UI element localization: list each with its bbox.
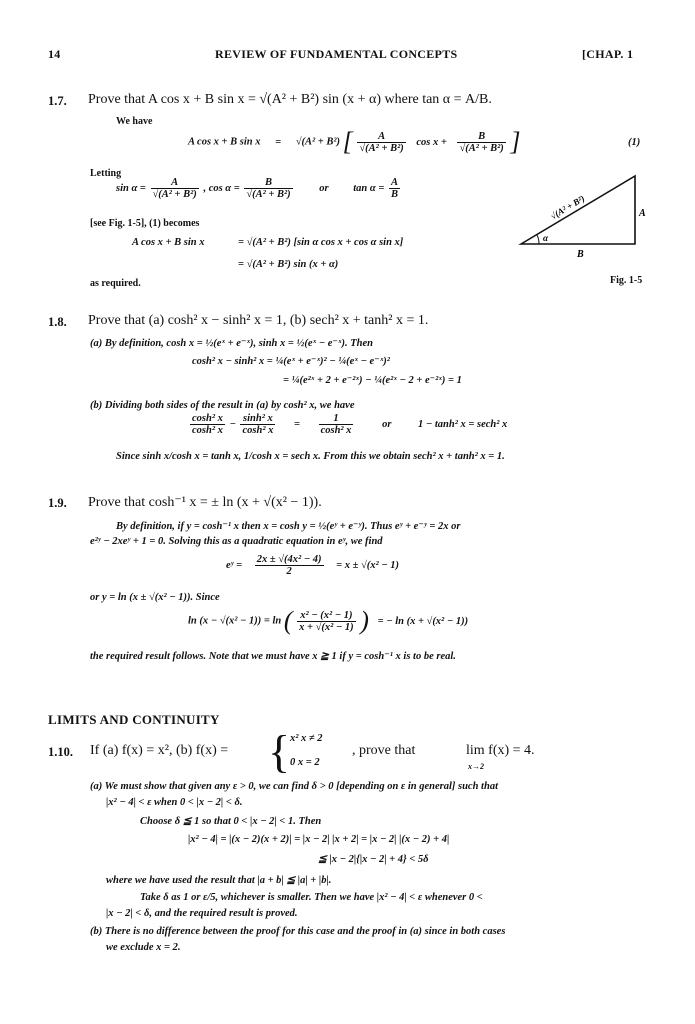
p18-b-equation (188, 413, 507, 436)
problem-statement-1-7: Prove that A cos x + B sin x = √(A² + B²) sin (x + α) where tan α = A/B. (88, 92, 492, 107)
cos-num: B (244, 177, 292, 189)
p110-take1: Take δ as 1 or ε/5, whichever is smaller. Then we have |x² − 4| < ε whenever 0 < (140, 892, 483, 903)
eq1-cos-term: cos x + (416, 136, 447, 148)
b-result: 1 − tanh² x = sech² x (418, 419, 508, 430)
tan-num: A (390, 177, 398, 188)
problem-statement-1-9: Prove that cosh⁻¹ x = ± ln (x + √(x² − 1)). (88, 495, 322, 510)
p110-ineq2: ≦ |x − 2|{|x − 2| + 4} < 5δ (318, 854, 429, 865)
alpha-definitions (116, 177, 402, 200)
p18-since-line: Since sinh x/cosh x = tanh x, 1/cosh x = sech x. From this we obtain sech² x + tanh² x = 1. (116, 451, 505, 462)
equation-1 (188, 127, 521, 157)
b-frac1-num: cosh² x (192, 413, 223, 424)
ey-label: eʸ = (226, 560, 243, 571)
p18-a-intro: (a) By definition, cosh x = ½(eˣ + e⁻ˣ), sinh x = ½(eˣ − e⁻ˣ). Then (90, 338, 373, 349)
b-equals: = (293, 419, 300, 430)
equation-tag-1: (1) (628, 137, 641, 148)
fig-side-a-label: A (639, 208, 646, 219)
right-bracket: ] (510, 127, 521, 156)
eq1-frac-b-den: √(A² + B²) (459, 142, 504, 154)
p110-a-line1: (a) We must show that given any ε > 0, we can find δ > 0 [depending on ε in general] such that (90, 781, 498, 792)
p110-prove-text: , prove that (352, 743, 416, 758)
figure-caption: Fig. 1-5 (610, 275, 643, 286)
letting-text: Letting (90, 168, 122, 179)
eq1-equals: = (275, 136, 282, 148)
chapter-label: [CHAP. 1 (582, 47, 634, 61)
b-frac2-den: cosh² x (242, 425, 274, 436)
p110-a-line2: |x² − 4| < ε when 0 < |x − 2| < δ. (106, 797, 243, 808)
b-frac-3 (319, 413, 354, 436)
tan-alpha-label: tan α = (353, 183, 385, 194)
p110-b-line1: (b) There is no difference between the proof for this case and the proof in (a) since in both cases (90, 926, 506, 937)
p19-ey-equation (226, 554, 399, 577)
eq3-rhs: = √(A² + B²) sin (x + α) (238, 259, 339, 270)
b-frac3-den: cosh² x (320, 425, 352, 436)
eq2-rhs: = √(A² + B²) [sin α cos x + cos α sin x] (238, 237, 404, 248)
sin-num: A (151, 177, 199, 189)
problem-number-1-10: 1.10. (48, 745, 73, 759)
b-or: or (382, 419, 392, 430)
p19-conclusion: the required result follows. Note that we must have x ≧ 1 if y = cosh⁻¹ x is to be real. (90, 651, 456, 662)
p19-or-line: or y = ln (x ± √(x² − 1)). Since (90, 592, 220, 603)
problem-number-1-8: 1.8. (48, 315, 67, 329)
we-have-text: We have (116, 116, 153, 127)
eq1-frac-b-num: B (457, 131, 505, 143)
sin-alpha-label: sin α = (116, 183, 146, 194)
p18-a-line2: = ¼(e²ˣ + 2 + e⁻²ˣ) − ¼(e²ˣ − 2 + e⁻²ˣ) = 1 (283, 375, 462, 386)
left-paren: ( (283, 606, 293, 635)
running-title: REVIEW OF FUNDAMENTAL CONCEPTS (215, 47, 458, 61)
section-heading: LIMITS AND CONTINUITY (48, 712, 220, 727)
piecewise-brace: { (268, 726, 291, 777)
angle-arc (537, 235, 539, 244)
p110-choose: Choose δ ≦ 1 so that 0 < |x − 2| < 1. Then (140, 816, 322, 827)
eq1-root: √(A² + B²) (295, 136, 341, 148)
or-text: or (319, 183, 329, 194)
fig-hypotenuse-label: √(A² + B²) (548, 193, 587, 222)
p110-if-text: If (a) f(x) = x², (b) f(x) = (90, 743, 229, 758)
ey-rhs: = x ± √(x² − 1) (336, 560, 400, 571)
right-paren: ) (360, 606, 369, 635)
eq1-frac-a-den: √(A² + B²) (359, 142, 404, 154)
b-frac1-den: cosh² x (192, 425, 223, 436)
left-bracket: [ (342, 127, 353, 156)
p19-line1: By definition, if y = cosh⁻¹ x then x = cosh y = ½(eʸ + e⁻ʸ). Thus eʸ + e⁻ʸ = 2x or (116, 521, 461, 532)
ln-den: x + √(x² − 1) (299, 621, 354, 633)
b-frac-1 (190, 413, 225, 436)
eq1-fraction-b (457, 131, 505, 154)
as-required-text: as required. (90, 278, 141, 289)
p110-take2: |x − 2| < δ, and the required result is proved. (106, 908, 298, 919)
piecewise-case-1: x² x ≠ 2 (290, 733, 323, 744)
eq1-lhs: A cos x + B sin x (188, 136, 261, 148)
ln-lhs: ln (x − √(x² − 1)) = ln (188, 615, 282, 627)
problem-number-1-9: 1.9. (48, 496, 67, 510)
fig-angle-label: α (543, 233, 548, 243)
ey-fraction (255, 554, 324, 577)
p110-b-line2: we exclude x = 2. (106, 942, 181, 953)
tan-den: B (390, 189, 398, 200)
triangle-outline (521, 176, 635, 244)
cos-alpha-label: , cos α = (203, 183, 240, 194)
b-frac-2 (240, 413, 275, 436)
problem-statement-1-8: Prove that (a) cosh² x − sinh² x = 1, (b) sech² x + tanh² x = 1. (88, 313, 429, 328)
p19-line2: e²ʸ − 2xeʸ + 1 = 0. Solving this as a quadratic equation in eʸ, we find (90, 536, 383, 547)
sin-alpha-fraction (151, 177, 199, 200)
figure-1-5-triangle (515, 170, 655, 260)
p110-limit: lim f(x) = 4. (466, 743, 535, 758)
p18-b-intro: (b) Dividing both sides of the result in (a) by cosh² x, we have (90, 400, 355, 411)
ey-num: 2x ± √(4x² − 4) (256, 554, 322, 565)
ln-rhs: = − ln (x + √(x² − 1)) (377, 615, 469, 627)
page-number: 14 (48, 47, 61, 61)
problem-number-1-7: 1.7. (48, 94, 67, 108)
eq2-lhs: A cos x + B sin x (132, 237, 205, 248)
b-minus: − (229, 419, 236, 430)
ey-den: 2 (286, 566, 292, 577)
p110-limit-sub: x→2 (468, 762, 484, 771)
eq1-frac-a-num: A (357, 131, 405, 143)
cos-alpha-fraction (244, 177, 292, 200)
p110-ineq1: |x² − 4| = |(x − 2)(x + 2)| = |x − 2| |x + 2| = |x − 2| |(x − 2) + 4| (188, 834, 450, 845)
piecewise-case-2: 0 x = 2 (290, 757, 320, 768)
p19-ln-equation (188, 606, 468, 636)
see-fig-text: [see Fig. 1-5], (1) becomes (90, 218, 200, 229)
b-frac2-num: sinh² x (240, 413, 275, 425)
tan-alpha-fraction (389, 177, 400, 200)
ln-fraction (297, 610, 356, 633)
eq1-fraction-a (357, 131, 405, 154)
fig-side-b-label: B (577, 249, 584, 260)
p18-a-line1: cosh² x − sinh² x = ¼(eˣ + e⁻ˣ)² − ¼(eˣ − e⁻ˣ)² (192, 356, 390, 367)
b-frac3-num: 1 (319, 413, 354, 425)
p110-where: where we have used the result that |a + b| ≦ |a| + |b|. (106, 875, 332, 886)
ln-num: x² − (x² − 1) (297, 610, 356, 622)
cos-den: √(A² + B²) (246, 189, 291, 200)
sin-den: √(A² + B²) (152, 189, 197, 200)
